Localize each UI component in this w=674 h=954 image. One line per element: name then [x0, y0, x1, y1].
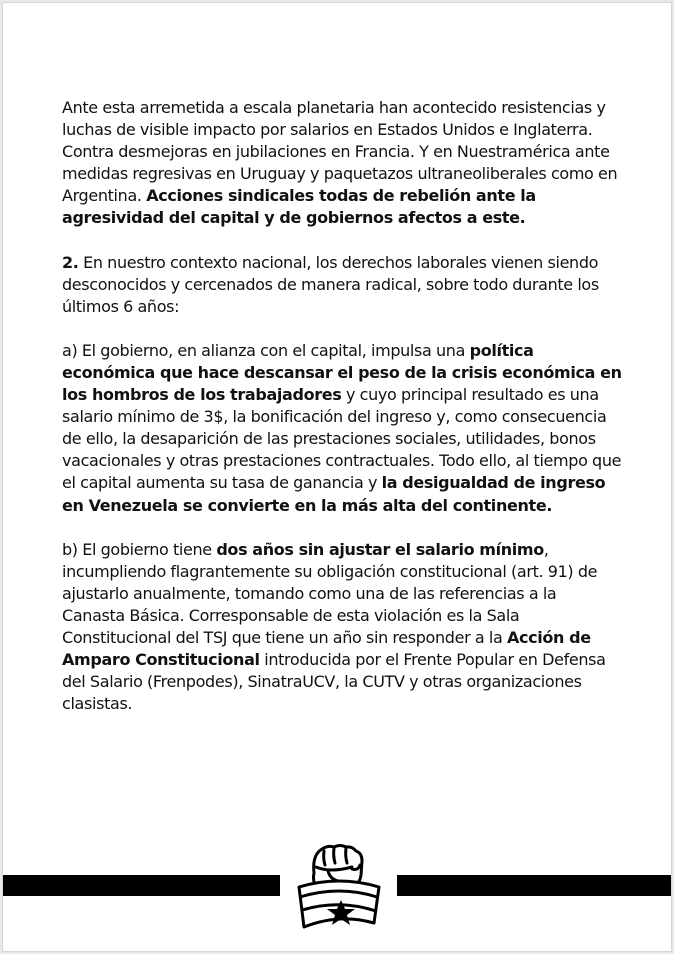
paragraph-1 [62, 97, 622, 230]
paragraph-4-text-3: introducida por el Frente Popular en Defensa del Salario (Frenpodes), SinatraUCV, la CUTV y otras organizaciones clasistas. [62, 650, 606, 714]
footer-bar-left [3, 875, 280, 896]
paragraph-1-bold: Acciones sindicales todas de rebelión ante la agresividad del capital y de gobiernos afectos a este. [62, 186, 536, 228]
paragraph-4-text-2: , incumpliendo flagrantemente su obligación constitucional (art. 91) de ajustarlo anualmente, tomando como una de las referencias a la Canasta Básica. Corresponsable de esta violación es la Sala Constitucional del TSJ que tiene un año sin responder a la [62, 539, 598, 647]
paragraph-4-bold-1: dos años sin ajustar el salario mínimo [216, 539, 544, 559]
paragraph-2 [62, 252, 622, 318]
document-page [2, 2, 672, 952]
paragraph-3 [62, 340, 622, 517]
paragraph-4-bold-2: Acción de Amparo Constitucional [62, 627, 591, 670]
paragraph-3-bold-2: la desigualdad de ingreso en Venezuela se convierte en la más alta del continente. [62, 473, 606, 515]
raised-fist-flag-star-icon [294, 841, 384, 933]
paragraph-4-text-1: b) El gobierno tiene [62, 539, 212, 559]
paragraph-3-text-2: y cuyo principal resultado es una salario mínimo de 3$, la bonificación del ingreso y, como consecuencia de ello, la desaparición de las prestaciones sociales, utilidades, bonos vacacionales y otras prestaciones contractuales. Todo ello, al tiempo que el capital aumenta su tasa de ganancia y [62, 385, 622, 493]
paragraph-1-text: Ante esta arremetida a escala planetaria han acontecido resistencias y luchas de visible impacto por salarios en Estados Unidos e Inglaterra. Contra desmejoras en jubilaciones en Francia. Y en Nuestramérica ante medidas regresivas en Uruguay y paquetazos ultraneoliberales como en Argentina. [62, 98, 618, 206]
paragraph-4 [62, 539, 622, 716]
paragraph-2-number: 2. [62, 252, 79, 272]
paragraph-2-text: En nuestro contexto nacional, los derechos laborales vienen siendo desconocidos y cercenados de manera radical, sobre todo durante los últimos 6 años: [62, 252, 599, 316]
paragraph-3-text-1: a) El gobierno, en alianza con el capital, impulsa una [62, 340, 466, 360]
document-body [62, 97, 622, 737]
paragraph-3-bold-1: política económica que hace descansar el peso de la crisis económica en los hombros de los trabajadores [62, 340, 622, 405]
footer-bar-right [397, 875, 672, 896]
